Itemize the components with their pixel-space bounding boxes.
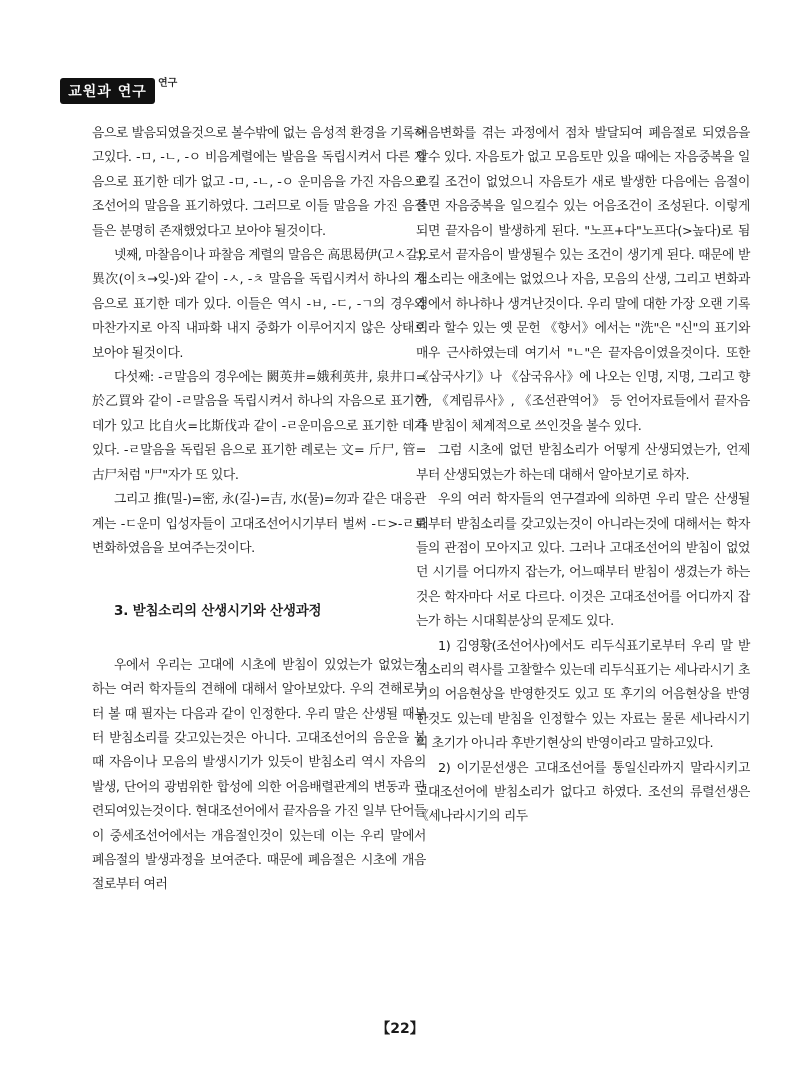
page-number: 【22】 xyxy=(376,1021,424,1037)
right-paragraph-4: 1) 김영황(조선어사)에서도 리두식표기로부터 우리 말 받침소리의 력사를 고찰할수 있는데 리두식표기는 세나라시기 초기의 어음현상을 반영한것도 있고 또 후기의 어음현상을 반영한것도 있는데 받침을 인정할수 있는 자료는 물론 세나라시기의 초기가 아니라 후반기현상의 반영이라고 말하고있다. xyxy=(416,638,750,752)
section-heading: 3. 받침소리의 산생시기와 산생과정 xyxy=(114,603,322,620)
journal-logo xyxy=(60,78,155,104)
right-paragraph-1: 어음변화를 겪는 과정에서 점차 발달되여 폐음절로 되였음을 알수 있다. 자음토가 없고 모음토만 있을 때에는 자음중복을 일으킬 조건이 없었으니 자음토가 새로 발생한 다음에는 음절이 줄면 자음중복을 일으킬수 있는 어음조건이 조성된다. 이렇게 되면 끝자음이 발생하게 된다. "노프+다"노프다(>높다)로 됨으로서 끝자음이 발생될수 있는 조건이 생기게 된다. 때문에 받침소리는 애초에는 없었으나 자음, 모음의 산생, 그리고 변화과정에서 하나하나 생겨난것이다. 우리 말에 대한 가장 오랜 기록이라 할수 있는 옛 문헌 《향서》에서는 "洗"은 "신"의 표기와 매우 근사하였는데 여기서 "ㄴ"은 끝자음이였을것이다. 또한 《삼국사기》나 《삼국유사》에 나오는 인명, 지명, 그리고 향가, 《계림류사》, 《조선관역어》 등 언어자료들에서 끝자음 즉 받침이 체계적으로 쓰인것을 볼수 있다. xyxy=(416,126,750,434)
right-paragraph-3: 우의 여러 학자들의 연구결과에 의하면 우리 말은 산생될 때부터 받침소리를 갖고있는것이 아니라는것에 대해서는 학자들의 관점이 모아지고 있다. 그러나 고대조선어의 받침이 없었던 시기를 어디까지 잡는가, 어느때부터 받침이 생겼는가 하는것은 학자마다 서로 다르다. 이것은 고대조선어를 어디까지 잡는가 하는 시대획분상의 문제도 있다. xyxy=(416,492,750,630)
right-column xyxy=(416,122,750,830)
left-paragraph-2: 넷째, 마찰음이나 파찰음 계렬의 말음은 高思曷伊(고ㅅ갈), 異次(이ㅊ→잊-)와 같이 -ㅅ, -ㅊ 말음을 독립시켜서 하나의 자음으로 표기한 데가 있다. 이들은 역시 -ㅂ, -ㄷ, -ㄱ의 경우와 마찬가지로 아직 내파화 내지 중화가 이루어지지 않은 상태로 보아야 될것이다. xyxy=(92,248,426,361)
left-column xyxy=(92,122,426,898)
journal-logo-text: 교원과 연구 xyxy=(68,84,147,100)
journal-logo-accent: 연구 xyxy=(158,78,178,89)
left-paragraph-1: 음으로 발음되였을것으로 볼수밖에 없는 음성적 환경을 기록하고있다. -ㅁ, -ㄴ, -ㅇ 비음계렬에는 발음을 독립시켜서 다른 자음으로 표기한 데가 없고 -ㅁ, -ㄴ, -ㅇ 운미음을 가진 자음으로 조선어의 말음을 표기하였다. 그러므로 이들 말음을 가진 음절들은 분명히 존재했었다고 보아야 될것이다. xyxy=(92,126,426,239)
left-paragraph-4: 그리고 推(밀-)=密, 永(길-)=吉, 水(물)=勿과 같은 대응관계는 -ㄷ운미 입성자들이 고대조선어시기부터 벌써 -ㄷ>-ㄹ로 변화하였음을 보여주는것이다. xyxy=(92,492,426,556)
right-paragraph-2: 그럼 시초에 없던 받침소리가 어떻게 산생되였는가, 언제부터 산생되였는가 하는데 대해서 알아보기로 하자. xyxy=(416,443,750,483)
left-paragraph-3: 다섯째: -ㄹ말음의 경우에는 闕英井=娥利英井, 泉井口=於乙買와 같이 -ㄹ말음을 독립시켜서 하나의 자음으로 표기한 데가 있고 比自火=比斯伐과 같이 -ㄹ운미음으로 표기한 데가 있다. -ㄹ말음을 독립된 음으로 표기한 례로는 文= 斤尸, 管=古尸처럼 "尸"자가 또 있다. xyxy=(92,370,426,483)
right-paragraph-5: 2) 이기문선생은 고대조선어를 통일신라까지 말라시키고 고대조선어에 받침소리가 없다고 하였다. 조선의 류렬선생은 《세나라시기의 리두 xyxy=(416,760,750,825)
left-paragraph-5: 우에서 우리는 고대에 시초에 받침이 있었는가 없었는가 하는 여러 학자들의 견해에 대해서 알아보았다. 우의 견해로부터 볼 때 필자는 다음과 같이 인정한다. 우리 말은 산생될 때부터 받침소리를 갖고있는것은 아니다. 고대조선어의 음운을 볼 때 자음이나 모음의 발생시기가 있듯이 받침소리 역시 자음의 발생, 단어의 광범위한 합성에 의한 어음배렬관계의 변동과 관련되여있는것이다. 현대조선어에서 끝자음을 가진 일부 단어들이 중세조선어에서는 개음절인것이 있는데 이는 우리 말에서 폐음절의 발생과정을 보여준다. 때문에 폐음절은 시초에 개음절로부터 여러 xyxy=(92,657,426,893)
